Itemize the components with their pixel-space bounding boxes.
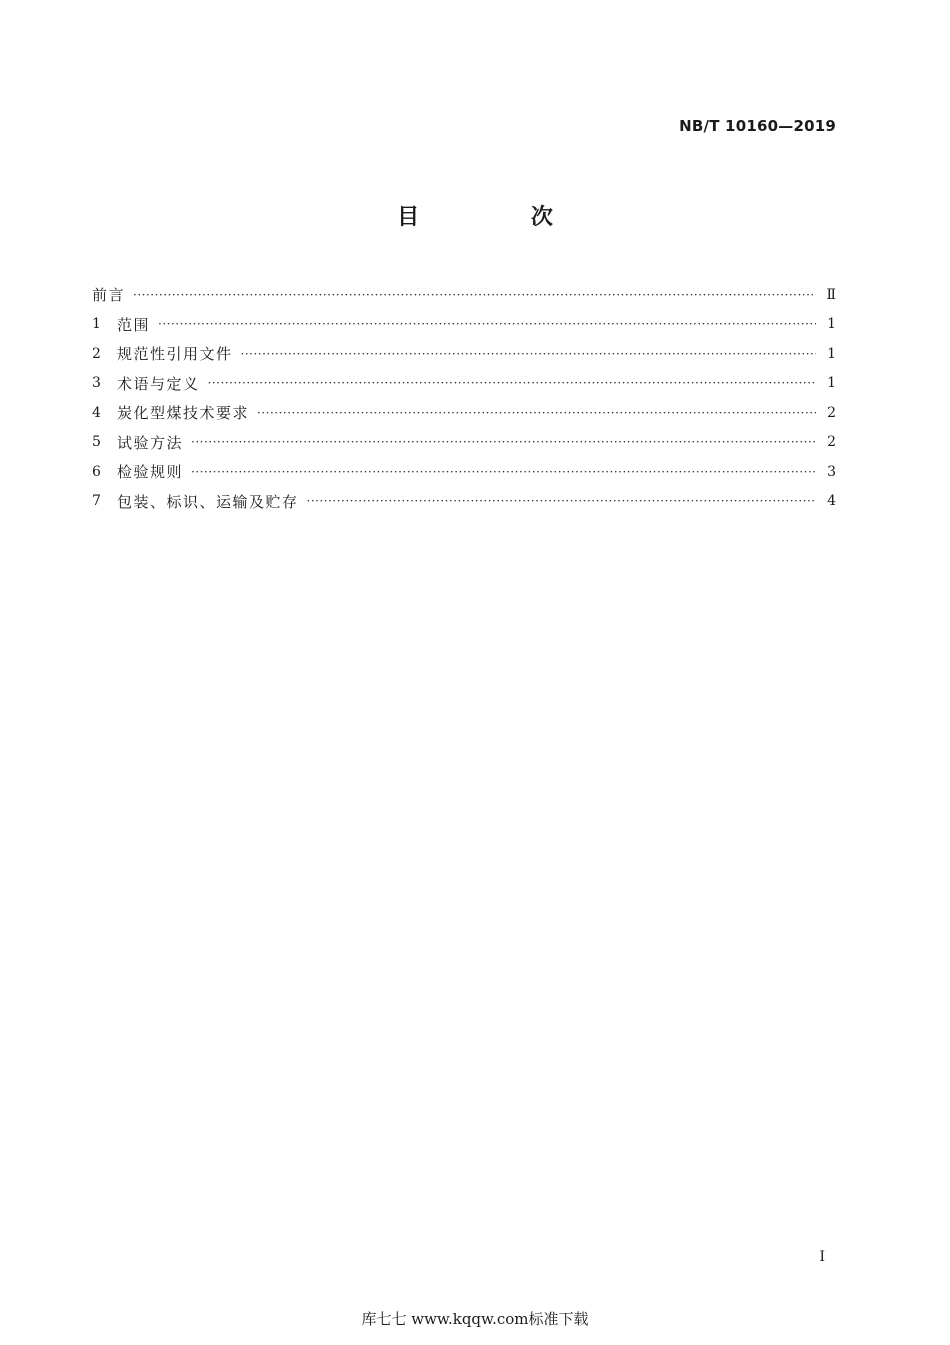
toc-entry-page: 1 xyxy=(827,375,836,392)
toc-dot-leader xyxy=(257,406,816,420)
toc-dot-leader xyxy=(191,465,816,479)
page-number: I xyxy=(819,1249,825,1265)
table-of-contents xyxy=(92,280,836,516)
toc-entry-page: Ⅱ xyxy=(826,286,836,303)
standard-code: NB/T 10160—2019 xyxy=(679,117,836,135)
toc-entry-3[interactable] xyxy=(92,369,836,399)
toc-dot-leader xyxy=(158,317,816,331)
toc-entry-number: 1 xyxy=(92,316,101,333)
toc-dot-leader xyxy=(191,435,816,449)
toc-entry-label: 炭化型煤技术要求 xyxy=(117,404,250,423)
toc-entry-number: 2 xyxy=(92,345,101,362)
toc-entry-7[interactable] xyxy=(92,487,836,517)
toc-entry-page: 4 xyxy=(827,493,836,510)
toc-entry-6[interactable] xyxy=(92,457,836,487)
toc-entry-number: 5 xyxy=(92,434,101,451)
toc-entry-number: 7 xyxy=(92,493,101,510)
toc-dot-leader xyxy=(241,347,816,361)
toc-entry-page: 1 xyxy=(827,345,836,362)
toc-entry-4[interactable] xyxy=(92,398,836,428)
toc-entry-5[interactable] xyxy=(92,428,836,458)
toc-entry-page: 3 xyxy=(827,463,836,480)
toc-entry-foreword[interactable] xyxy=(92,280,836,310)
toc-entry-number: 4 xyxy=(92,404,101,421)
toc-entry-page: 2 xyxy=(827,404,836,421)
toc-entry-label: 试验方法 xyxy=(117,433,184,452)
toc-entry-label: 范围 xyxy=(117,315,151,334)
toc-entry-label: 前言 xyxy=(92,286,126,305)
toc-entry-label: 规范性引用文件 xyxy=(117,345,233,364)
toc-entry-2[interactable] xyxy=(92,339,836,369)
footer-watermark: 库七七 www.kqqw.com标准下载 xyxy=(361,1310,589,1328)
toc-dot-leader xyxy=(133,288,816,302)
toc-entry-number: 3 xyxy=(92,375,101,392)
toc-entry-page: 2 xyxy=(827,434,836,451)
toc-dot-leader xyxy=(307,494,816,508)
toc-entry-1[interactable] xyxy=(92,310,836,340)
toc-entry-label: 包装、标识、运输及贮存 xyxy=(117,492,299,511)
toc-entry-page: 1 xyxy=(827,316,836,333)
toc-dot-leader xyxy=(208,376,816,390)
page-title: 目 次 xyxy=(397,205,605,230)
toc-entry-label: 检验规则 xyxy=(117,463,184,482)
toc-entry-label: 术语与定义 xyxy=(117,374,200,393)
toc-entry-number: 6 xyxy=(92,463,101,480)
